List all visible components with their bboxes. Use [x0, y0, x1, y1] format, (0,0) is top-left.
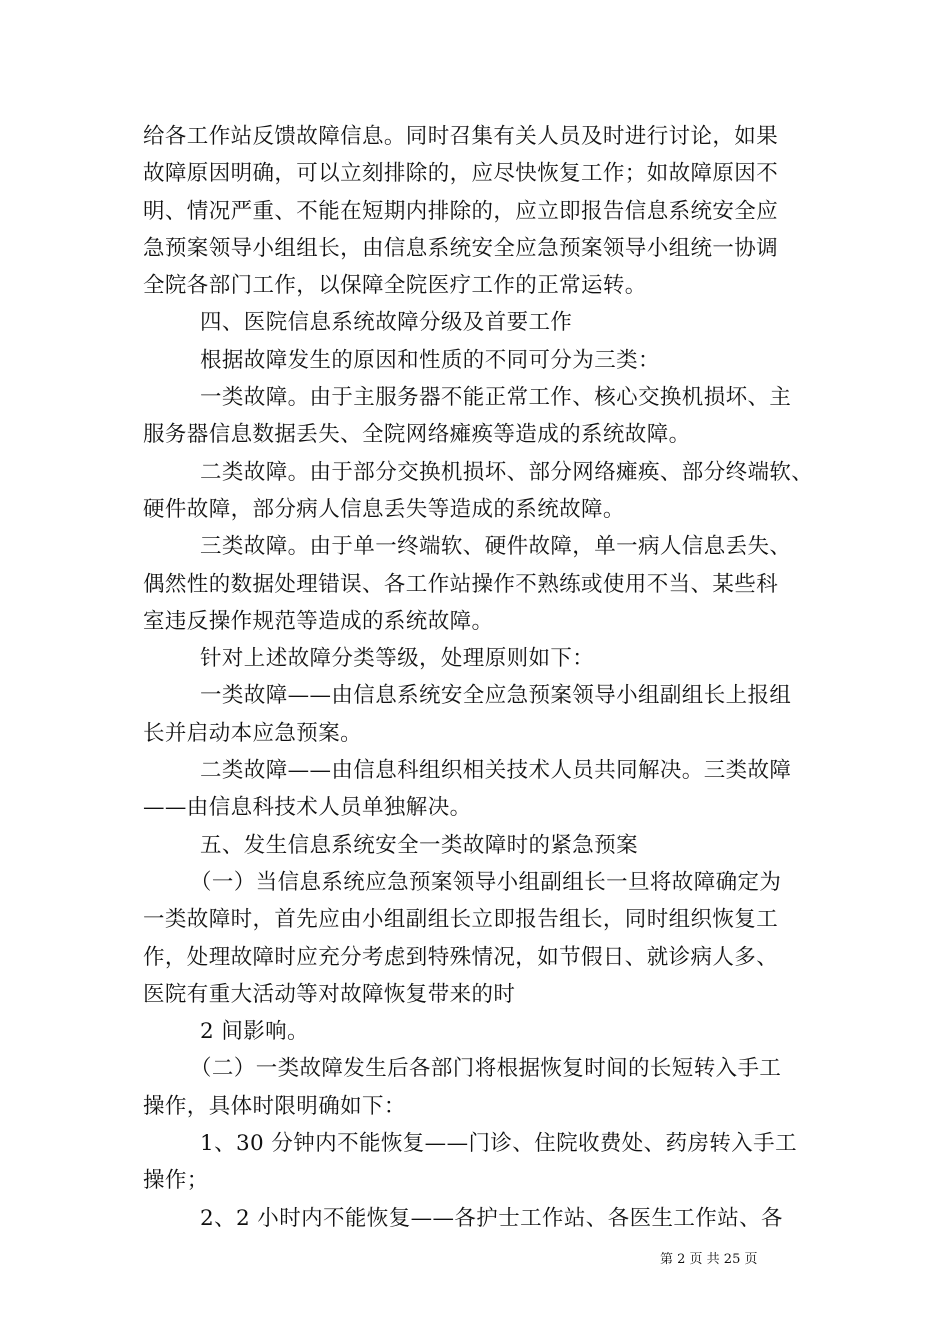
text-line: 四、医院信息系统故障分级及首要工作	[200, 310, 573, 336]
text-line: 五、发生信息系统安全一类故障时的紧急预案	[200, 832, 639, 858]
text-line: 作，处理故障时应充分考虑到特殊情况，如节假日、就诊病人多、	[143, 944, 779, 970]
text-line: 三类故障。由于单一终端软、硬件故障，单一病人信息丢失、	[200, 534, 792, 560]
text-line: 明、情况严重、不能在短期内排除的，应立即报告信息系统安全应	[143, 198, 779, 224]
text-line: 长并启动本应急预案。	[143, 720, 363, 746]
text-line: 偶然性的数据处理错误、各工作站操作不熟练或使用不当、某些科	[143, 571, 779, 597]
text-line: ——由信息科技术人员单独解决。	[143, 795, 472, 821]
text-line: 一类故障时，首先应由小组副组长立即报告组长，同时组织恢复工	[143, 907, 779, 933]
text-line: （一）当信息系统应急预案领导小组副组长一旦将故障确定为	[190, 869, 782, 895]
text-line: 2 间影响。	[200, 1019, 309, 1045]
text-line: 2、2 小时内不能恢复——各护士工作站、各医生工作站、各	[200, 1205, 783, 1231]
text-line: （二）一类故障发生后各部门将根据恢复时间的长短转入手工	[190, 1056, 782, 1082]
text-line: 室违反操作规范等造成的系统故障。	[143, 608, 494, 634]
text-line: 操作，具体时限明确如下：	[143, 1093, 406, 1119]
text-line: 针对上述故障分类等级，处理原则如下：	[200, 646, 595, 672]
text-line: 故障原因明确，可以立刻排除的，应尽快恢复工作；如故障原因不	[143, 161, 779, 187]
text-line: 全院各部门工作，以保障全院医疗工作的正常运转。	[143, 273, 647, 299]
text-line: 二类故障——由信息科组织相关技术人员共同解决。三类故障	[200, 758, 792, 784]
text-line: 服务器信息数据丢失、全院网络瘫痪等造成的系统故障。	[143, 422, 691, 448]
page-number-footer: 第 2 页 共 25 页	[660, 1252, 758, 1267]
body-text	[143, 118, 823, 1237]
text-line: 给各工作站反馈故障信息。同时召集有关人员及时进行讨论，如果	[143, 124, 779, 149]
text-line: 二类故障。由于部分交换机损坏、部分网络瘫痪、部分终端软、	[200, 459, 814, 485]
text-line: 一类故障。由于主服务器不能正常工作、核心交换机损坏、主	[200, 385, 792, 411]
text-line: 1、30 分钟内不能恢复——门诊、住院收费处、药房转入手工	[200, 1131, 797, 1157]
text-line: 医院有重大活动等对故障恢复带来的时	[143, 981, 516, 1007]
text-line: 急预案领导小组组长，由信息系统安全应急预案领导小组统一协调	[143, 235, 779, 261]
text-line: 硬件故障，部分病人信息丢失等造成的系统故障。	[143, 496, 625, 522]
text-line: 一类故障——由信息系统安全应急预案领导小组副组长上报组	[200, 683, 792, 709]
text-line: 操作；	[143, 1168, 209, 1194]
text-line: 根据故障发生的原因和性质的不同可分为三类：	[200, 347, 660, 373]
